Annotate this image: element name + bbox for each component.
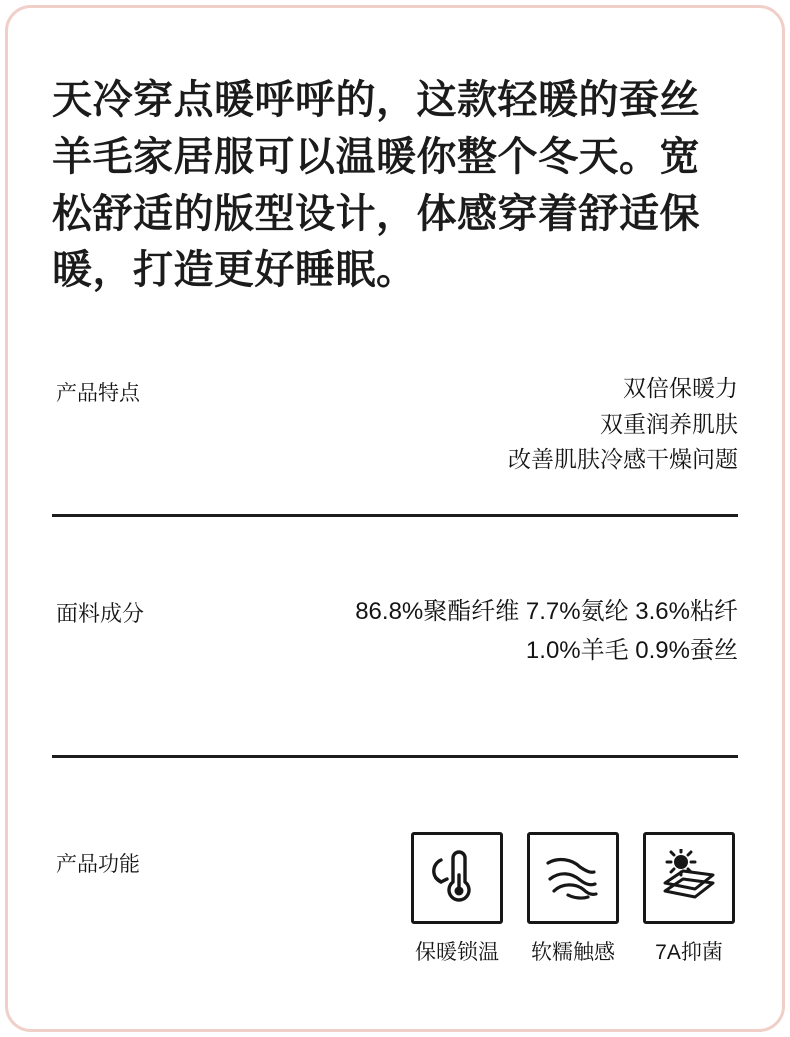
list-item: 双重润养肌肤	[600, 410, 738, 437]
functions-label: 产品功能	[56, 852, 140, 876]
function-item-soft-touch	[524, 832, 622, 966]
fabric-label: 面料成分	[56, 601, 145, 627]
section-product-functions	[52, 832, 738, 966]
section-fabric-composition	[52, 593, 738, 671]
divider-1	[52, 514, 738, 517]
fabric-value	[355, 593, 738, 671]
function-caption: 7A抑菌	[655, 940, 723, 964]
function-caption: 软糯触感	[531, 940, 615, 964]
antibacterial-fabric-icon	[643, 832, 735, 924]
features-list	[508, 371, 738, 478]
function-item-antibacterial	[640, 832, 738, 966]
function-item-warmth	[408, 832, 506, 966]
thermometer-warmth-icon	[411, 832, 503, 924]
section-product-features	[52, 371, 738, 478]
features-label: 产品特点	[56, 382, 140, 406]
list-item: 改善肌肤冷感干燥问题	[508, 446, 738, 473]
function-caption: 保暖锁温	[415, 940, 499, 964]
fabric-line: 86.8%聚酯纤维 7.7%氨纶 3.6%粘纤	[355, 598, 738, 626]
soft-touch-hand-fabric-icon	[527, 832, 619, 924]
function-icon-group	[408, 832, 738, 966]
divider-2	[52, 755, 738, 758]
fabric-line: 1.0%羊毛 0.9%蚕丝	[525, 636, 738, 664]
page-title: 天冷穿点暖呼呼的，这款轻暖的蚕丝羊毛家居服可以温暖你整个冬天。宽松舒适的版型设计，体感穿着舒适保暖，打造更好睡眠。	[52, 78, 700, 293]
list-item: 双倍保暖力	[623, 375, 738, 402]
